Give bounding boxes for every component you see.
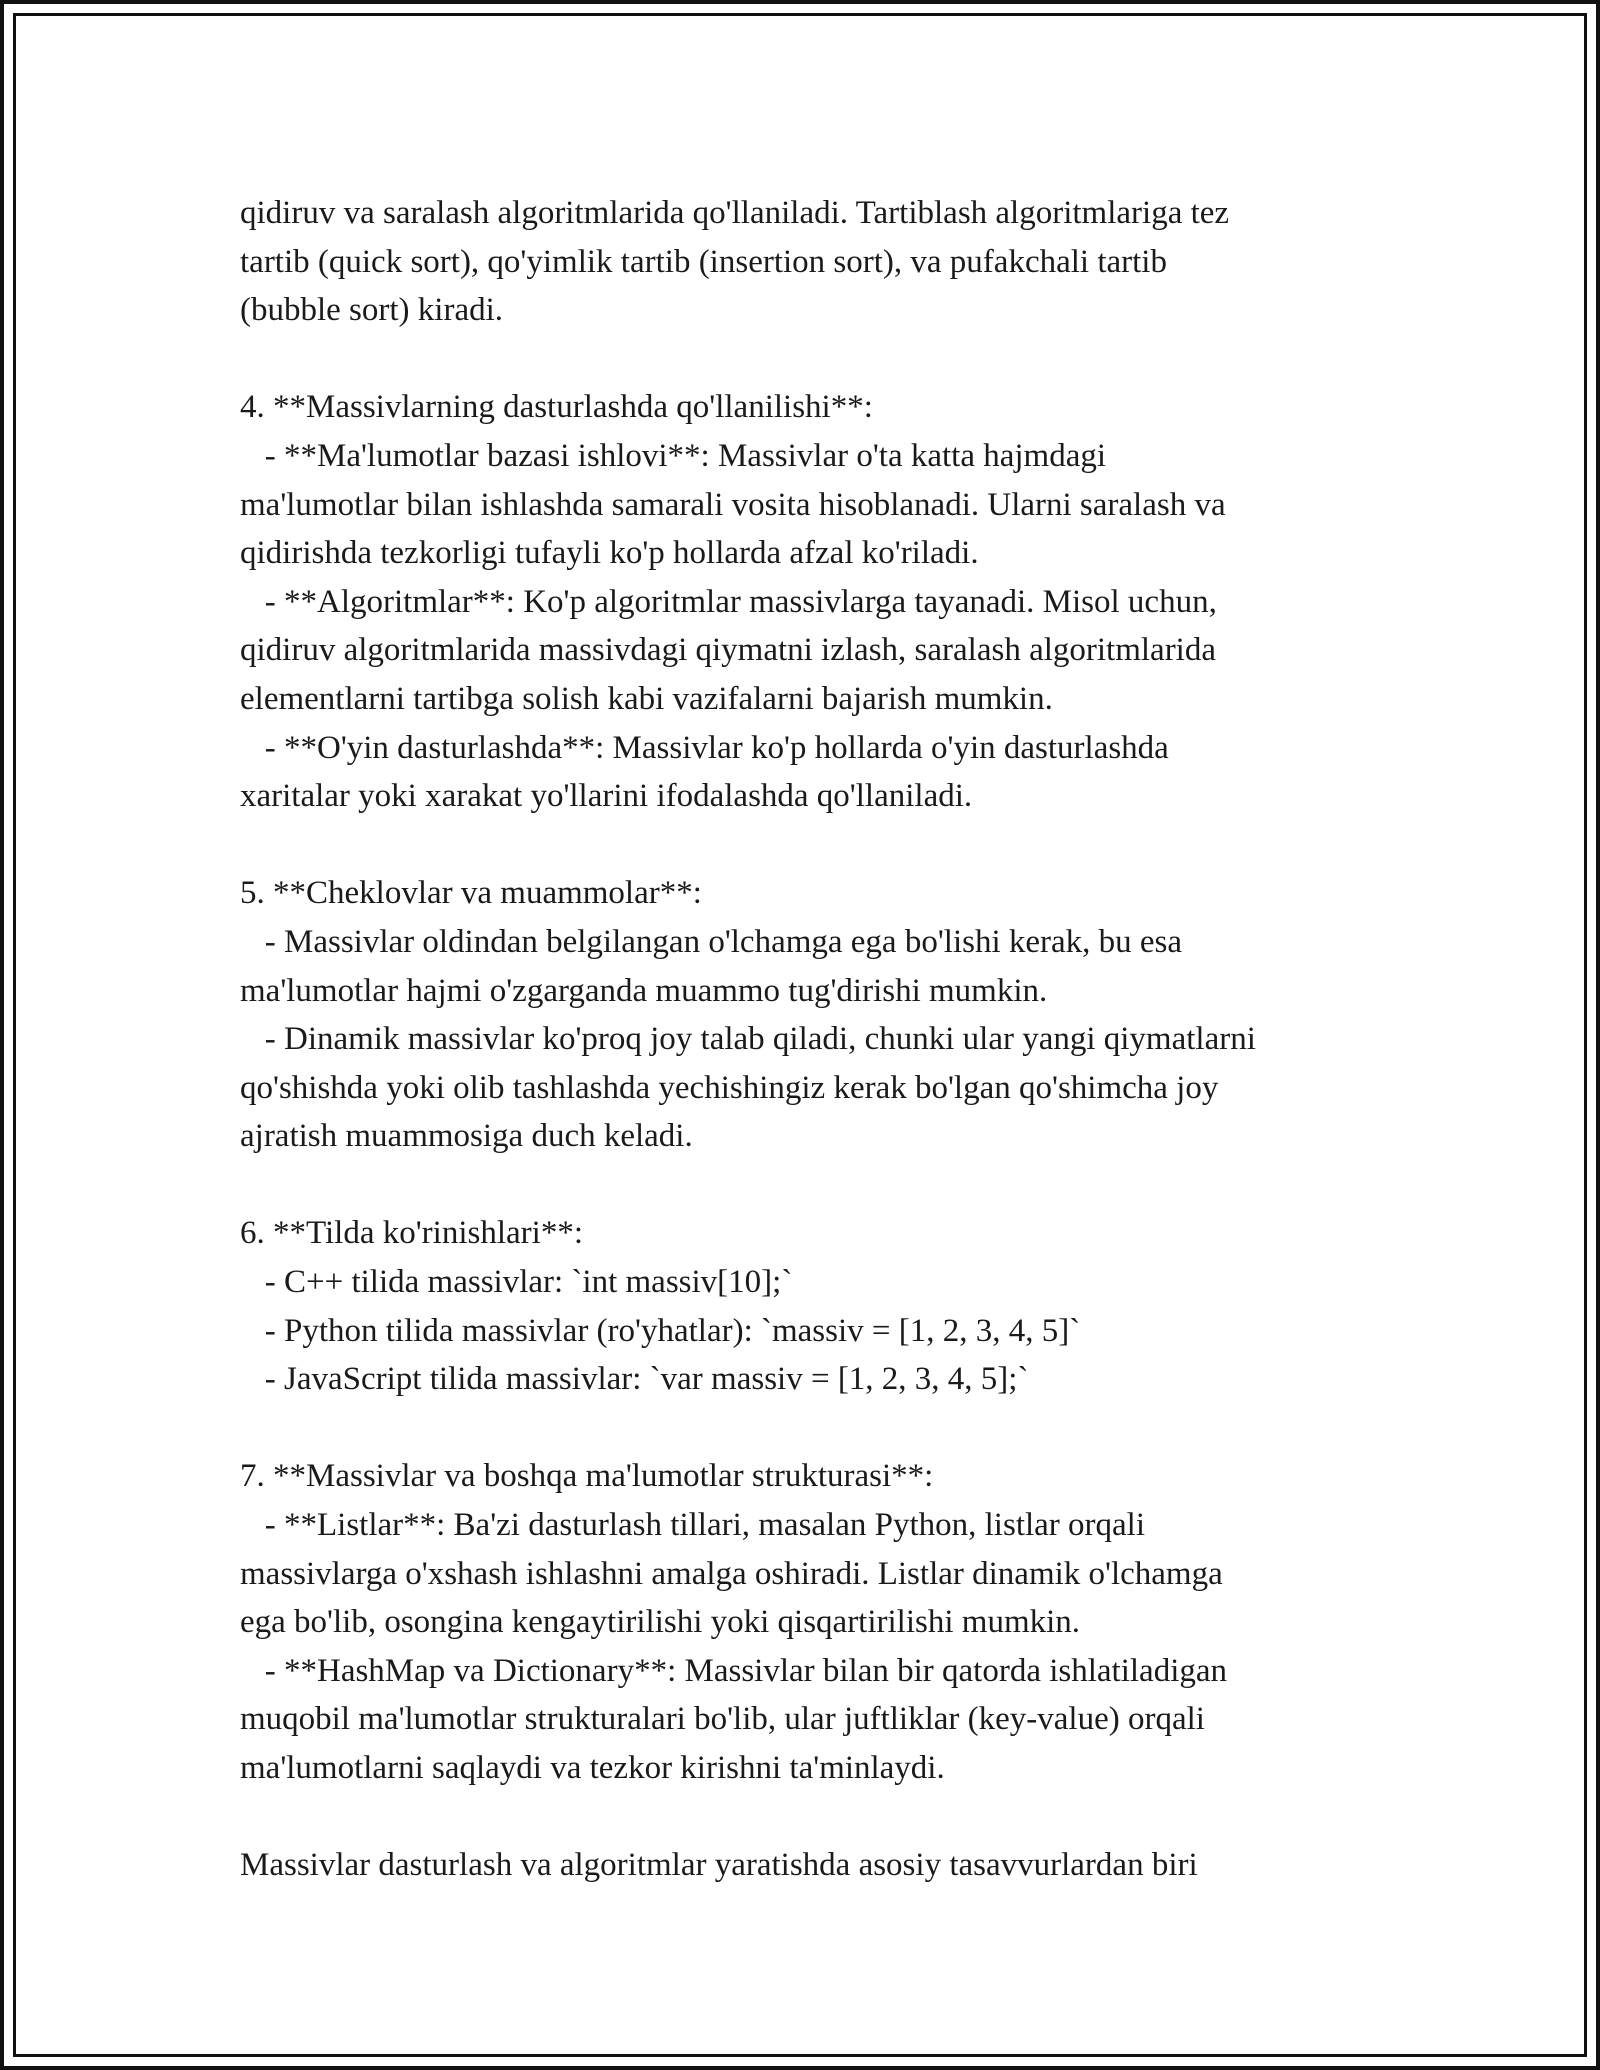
text-line: ega bo'lib, osongina kengaytirilishi yoki qisqartirilishi mumkin. [240,1604,1081,1641]
text-line: - Massivlar oldindan belgilangan o'lchamga ega bo'lishi kerak, bu esa [240,923,1183,960]
section-5-limitations [240,869,1420,1161]
text-line: qidiruv va saralash algoritmlarida qo'llaniladi. Tartiblash algoritmlariga tez [240,195,1230,231]
text-line: qidirishda tezkorligi tufayli ko'p hollarda afzal ko'riladi. [240,535,979,572]
paragraph-spacer [240,1793,1420,1842]
text-line: ajratish muammosiga duch keladi. [240,1118,693,1155]
text-line: massivlarga o'xshash ishlashni amalga oshiradi. Listlar dinamik o'lchamga [240,1555,1223,1592]
paragraph-spacer [240,335,1420,384]
text-line: elementlarni tartibga solish kabi vazifalarni bajarish mumkin. [240,680,1053,717]
paragraph-spacer [240,1161,1420,1210]
section-6-language-syntax [240,1209,1420,1403]
section-7-other-structures [240,1452,1420,1792]
paragraph-conclusion [240,1841,1420,1890]
section-heading: 5. **Cheklovlar va muammolar**: [240,875,702,912]
section-4-usage [240,383,1420,820]
section-heading: 6. **Tilda ko'rinishlari**: [240,1215,583,1252]
paragraph-spacer [240,821,1420,870]
text-line: - Python tilida massivlar (ro'yhatlar): `massiv = [1, 2, 3, 4, 5]` [240,1312,1081,1349]
text-line: - **Listlar**: Ba'zi dasturlash tillari, masalan Python, listlar orqali [240,1507,1146,1544]
document-text-body [240,189,1420,1890]
text-line: - **HashMap va Dictionary**: Massivlar bilan bir qatorda ishlatiladigan [240,1652,1228,1689]
text-line: (bubble sort) kiradi. [240,292,504,329]
text-line: - JavaScript tilida massivlar: `var massiv = [1, 2, 3, 4, 5];` [240,1361,1029,1398]
text-line: - **Algoritmlar**: Ko'p algoritmlar massivlarga tayanadi. Misol uchun, [240,583,1217,620]
text-line: ma'lumotlar bilan ishlashda samarali vosita hisoblanadi. Ularni saralash va [240,486,1226,523]
text-line: - **Ma'lumotlar bazasi ishlovi**: Massivlar o'ta katta hajmdagi [240,437,1107,474]
section-heading: 7. **Massivlar va boshqa ma'lumotlar strukturasi**: [240,1458,934,1495]
text-line: xaritalar yoki xarakat yo'llarini ifodalashda qo'llaniladi. [240,778,973,815]
section-heading: 4. **Massivlarning dasturlashda qo'llanilishi**: [240,389,873,426]
text-line: tartib (quick sort), qo'yimlik tartib (insertion sort), va pufakchali tartib [240,243,1167,280]
text-line: ma'lumotlar hajmi o'zgarganda muammo tug'dirishi mumkin. [240,972,1048,1009]
text-line: qo'shishda yoki olib tashlashda yechishingiz kerak bo'lgan qo'shimcha joy [240,1069,1219,1106]
paragraph-spacer [240,1404,1420,1453]
text-line: ma'lumotlarni saqlaydi va tezkor kirishni ta'minlaydi. [240,1750,945,1786]
text-line: qidiruv algoritmlarida massivdagi qiymatni izlash, saralash algoritmlarida [240,632,1216,669]
paragraph-intro-continuation [240,189,1420,335]
text-line: - C++ tilida massivlar: `int massiv[10];` [240,1264,793,1301]
text-line: Massivlar dasturlash va algoritmlar yaratishda asosiy tasavvurlardan biri [240,1847,1198,1884]
text-line: - **O'yin dasturlashda**: Massivlar ko'p hollarda o'yin dasturlashda [240,729,1169,766]
text-line: - Dinamik massivlar ko'proq joy talab qiladi, chunki ular yangi qiymatlarni [240,1021,1256,1058]
text-line: muqobil ma'lumotlar strukturalari bo'lib, ular juftliklar (key-value) orqali [240,1701,1205,1738]
